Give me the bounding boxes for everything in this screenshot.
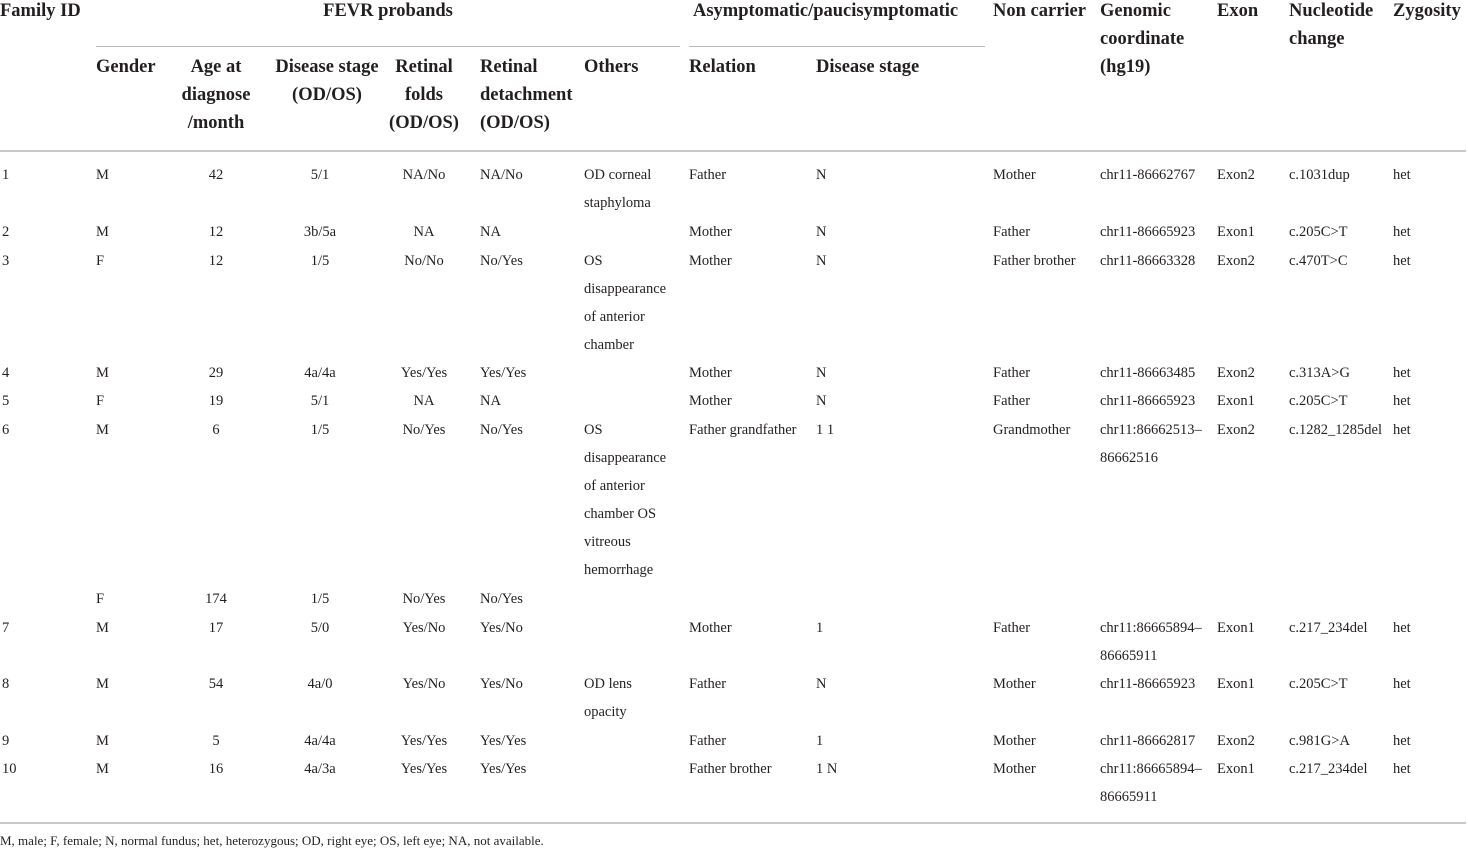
cell-non-carrier: Mother (993, 761, 1036, 777)
cell-age: 12 (208, 253, 224, 269)
cell-disease-stage: 5/0 (310, 620, 330, 636)
cell-gender: F (96, 591, 105, 607)
cell-exon: Exon2 (1217, 733, 1255, 749)
cell-gender: F (96, 393, 105, 409)
cell-retinal-detachment: Yes/No (480, 620, 523, 636)
cell-exon: Exon1 (1217, 393, 1255, 409)
cell-retinal-folds: Yes/No (402, 676, 446, 692)
cell-relation: Father (689, 676, 727, 692)
cell-nucleotide-change: c.217_234del (1289, 761, 1368, 777)
asymptomatic-group-rule (689, 46, 985, 47)
cell-retinal-detachment: NA/No (480, 167, 523, 183)
cell-retinal-detachment: Yes/No (480, 676, 523, 692)
cell-zygosity: het (1393, 224, 1411, 240)
cell-non-carrier: Grandmother (993, 422, 1071, 438)
cell-genomic-coordinate: chr11-86662817 (1100, 733, 1196, 749)
fevr-group-rule (96, 46, 680, 47)
cell-nucleotide-change: c.313A>G (1289, 365, 1350, 381)
cell-exon: Exon1 (1217, 224, 1255, 240)
header-genomic-coordinate: Genomic coordinate (hg19) (1100, 1, 1185, 77)
cell-asymptomatic-stage: N (816, 676, 827, 692)
cell-family-id: 1 (2, 167, 10, 183)
cell-gender: F (96, 253, 105, 269)
cell-asymptomatic-stage: N (816, 167, 827, 183)
cell-age: 17 (208, 620, 224, 636)
cell-retinal-folds: Yes/No (402, 620, 446, 636)
cell-genomic-coordinate: chr11-86665923 (1100, 224, 1196, 240)
cell-retinal-detachment: Yes/Yes (480, 733, 527, 749)
cell-family-id: 4 (2, 365, 10, 381)
cell-age: 29 (208, 365, 224, 381)
cell-genomic-coordinate: chr11-86663328 (1100, 253, 1196, 269)
cell-zygosity: het (1393, 365, 1411, 381)
cell-disease-stage: 4a/3a (304, 761, 336, 777)
cell-exon: Exon2 (1217, 253, 1255, 269)
cell-non-carrier: Mother (993, 676, 1036, 692)
cell-disease-stage: 4a/0 (307, 676, 333, 692)
cell-others: OS disappearance of anterior chamber OS vitreous hemorrhage (584, 422, 667, 578)
footnote: M, male; F, female; N, normal fundus; het, heterozygous; OD, right eye; OS, left eye; NA, not available. (0, 833, 544, 848)
cell-relation: Mother (689, 620, 732, 636)
cell-retinal-detachment: No/Yes (480, 253, 523, 269)
cell-age: 16 (208, 761, 224, 777)
cell-age: 174 (205, 591, 227, 607)
cell-gender: M (96, 761, 109, 777)
cell-retinal-folds: Yes/Yes (400, 365, 448, 381)
header-disease-stage-probands: Disease stage (OD/OS) (275, 57, 379, 105)
cell-exon: Exon2 (1217, 167, 1255, 183)
cell-gender: M (96, 620, 109, 636)
cell-retinal-folds: NA (413, 224, 435, 240)
header-family-id: Family ID (0, 1, 81, 21)
cell-asymptomatic-stage: 1 N (816, 761, 838, 777)
cell-family-id: 10 (2, 761, 17, 777)
cell-asymptomatic-stage: N (816, 253, 827, 269)
cell-retinal-folds: NA (413, 393, 435, 409)
cell-genomic-coordinate: chr11-86663485 (1100, 365, 1196, 381)
cell-non-carrier: Father (993, 620, 1031, 636)
header-exon: Exon (1217, 1, 1259, 21)
cell-genomic-coordinate: chr11-86662767 (1100, 167, 1196, 183)
header-others: Others (584, 57, 639, 77)
cell-family-id: 3 (2, 253, 10, 269)
cell-non-carrier: Father (993, 224, 1031, 240)
cell-family-id: 5 (2, 393, 10, 409)
cell-nucleotide-change: c.1282_1285del (1289, 422, 1383, 438)
cell-zygosity: het (1393, 253, 1411, 269)
cell-retinal-detachment: NA (480, 393, 501, 409)
cell-non-carrier: Father (993, 393, 1031, 409)
cell-nucleotide-change: c.470T>C (1289, 253, 1348, 269)
cell-family-id: 2 (2, 224, 10, 240)
header-fevr-probands: FEVR probands (323, 1, 453, 21)
cell-age: 12 (208, 224, 224, 240)
cell-asymptomatic-stage: 1 1 (816, 422, 835, 438)
cell-disease-stage: 3b/5a (303, 224, 337, 240)
cell-relation: Mother (689, 253, 732, 269)
cell-age: 19 (208, 393, 224, 409)
header-nucleotide-change: Nucleotide change (1289, 1, 1374, 49)
cell-zygosity: het (1393, 167, 1411, 183)
cell-age: 54 (208, 676, 224, 692)
cell-retinal-folds: Yes/Yes (400, 761, 448, 777)
cell-gender: M (96, 365, 109, 381)
cell-retinal-folds: No/Yes (402, 591, 446, 607)
cell-asymptomatic-stage: N (816, 365, 827, 381)
cell-age: 42 (208, 167, 224, 183)
cell-gender: M (96, 733, 109, 749)
cell-exon: Exon2 (1217, 422, 1255, 438)
cell-retinal-folds: NA/No (402, 167, 446, 183)
cell-genomic-coordinate: chr11:86665894– 86665911 (1100, 761, 1202, 805)
cell-age: 5 (212, 733, 220, 749)
cell-family-id: 9 (2, 733, 10, 749)
cell-disease-stage: 1/5 (310, 253, 330, 269)
cell-relation: Father (689, 167, 727, 183)
cell-relation: Father (689, 733, 727, 749)
cell-family-id: 8 (2, 676, 10, 692)
cell-zygosity: het (1393, 733, 1411, 749)
cell-zygosity: het (1393, 422, 1411, 438)
header-age: Age at diagnose /month (181, 57, 251, 133)
header-gender: Gender (96, 57, 156, 77)
cell-retinal-folds: No/No (404, 253, 444, 269)
cell-nucleotide-change: c.217_234del (1289, 620, 1368, 636)
cell-zygosity: het (1393, 393, 1411, 409)
cell-disease-stage: 5/1 (310, 167, 330, 183)
header-non-carrier: Non carrier (993, 1, 1086, 21)
cell-retinal-folds: No/Yes (402, 422, 446, 438)
cell-nucleotide-change: c.205C>T (1289, 676, 1348, 692)
cell-relation: Father grandfather (689, 422, 797, 438)
cell-non-carrier: Father (993, 365, 1031, 381)
cell-family-id: 7 (2, 620, 10, 636)
cell-relation: Mother (689, 393, 732, 409)
cell-zygosity: het (1393, 761, 1411, 777)
cell-genomic-coordinate: chr11-86665923 (1100, 676, 1196, 692)
header-relation: Relation (689, 57, 756, 77)
cell-disease-stage: 5/1 (310, 393, 330, 409)
cell-exon: Exon2 (1217, 365, 1255, 381)
cell-disease-stage: 4a/4a (304, 365, 336, 381)
cell-family-id: 6 (2, 422, 10, 438)
table-bottom-rule (0, 822, 1466, 824)
cell-retinal-folds: Yes/Yes (400, 733, 448, 749)
header-disease-stage-asymptomatic: Disease stage (816, 57, 920, 77)
cell-non-carrier: Mother (993, 733, 1036, 749)
cell-retinal-detachment: No/Yes (480, 422, 523, 438)
cell-asymptomatic-stage: 1 (816, 733, 824, 749)
cell-relation: Father brother (689, 761, 772, 777)
cell-retinal-detachment: NA (480, 224, 501, 240)
cell-age: 6 (212, 422, 220, 438)
cell-gender: M (96, 422, 109, 438)
cell-non-carrier: Mother (993, 167, 1036, 183)
cell-asymptomatic-stage: 1 (816, 620, 824, 636)
cell-retinal-detachment: Yes/Yes (480, 761, 527, 777)
cell-nucleotide-change: c.981G>A (1289, 733, 1350, 749)
cell-exon: Exon1 (1217, 620, 1255, 636)
cell-zygosity: het (1393, 620, 1411, 636)
cell-disease-stage: 1/5 (310, 591, 330, 607)
header-bottom-rule (0, 150, 1466, 152)
cell-retinal-detachment: Yes/Yes (480, 365, 527, 381)
cell-nucleotide-change: c.205C>T (1289, 393, 1348, 409)
header-asymptomatic: Asymptomatic/paucisymptomatic (693, 1, 959, 21)
cell-disease-stage: 4a/4a (304, 733, 336, 749)
cell-others: OD lens opacity (584, 676, 632, 720)
cell-relation: Mother (689, 365, 732, 381)
cell-others: OS disappearance of anterior chamber (584, 253, 667, 353)
cell-exon: Exon1 (1217, 676, 1255, 692)
cell-relation: Mother (689, 224, 732, 240)
cell-asymptomatic-stage: N (816, 224, 827, 240)
cell-asymptomatic-stage: N (816, 393, 827, 409)
cell-gender: M (96, 167, 109, 183)
cell-gender: M (96, 224, 109, 240)
cell-zygosity: het (1393, 676, 1411, 692)
header-retinal-detachment: Retinal detachment (OD/OS) (480, 57, 573, 133)
cell-nucleotide-change: c.205C>T (1289, 224, 1348, 240)
cell-exon: Exon1 (1217, 761, 1255, 777)
header-zygosity: Zygosity (1393, 1, 1461, 21)
cell-nucleotide-change: c.1031dup (1289, 167, 1350, 183)
cell-genomic-coordinate: chr11:86665894– 86665911 (1100, 620, 1202, 664)
cell-gender: M (96, 676, 109, 692)
cell-disease-stage: 1/5 (310, 422, 330, 438)
cell-retinal-detachment: No/Yes (480, 591, 523, 607)
header-retinal-folds: Retinal folds (OD/OS) (389, 57, 459, 133)
cell-non-carrier: Father brother (993, 253, 1076, 269)
cell-genomic-coordinate: chr11-86665923 (1100, 393, 1196, 409)
cell-others: OD corneal staphyloma (584, 167, 652, 211)
cell-genomic-coordinate: chr11:86662513– 86662516 (1100, 422, 1202, 466)
